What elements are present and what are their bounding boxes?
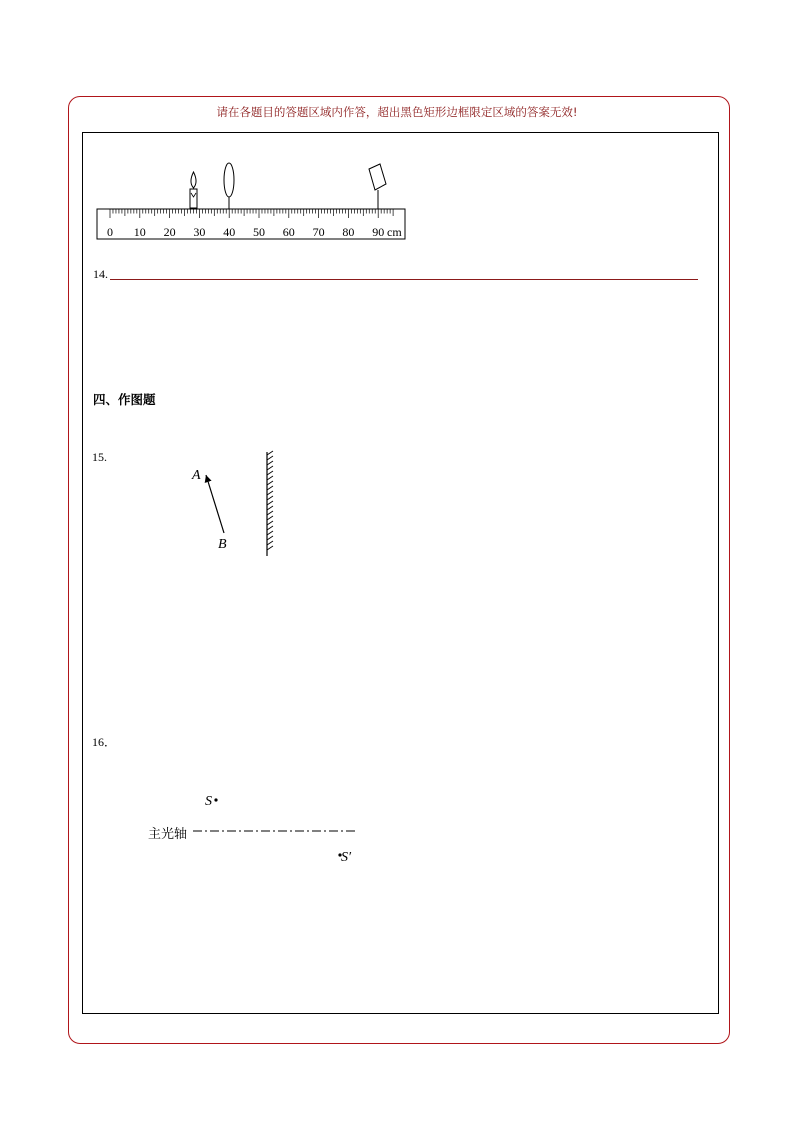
ruler-tick-labels bbox=[107, 225, 384, 239]
q14-number: 14. bbox=[93, 267, 108, 281]
mirror-hatch-mark bbox=[267, 466, 273, 470]
mirror-hatch-mark bbox=[267, 546, 273, 550]
point-s-dot bbox=[214, 798, 217, 801]
point-b-label: B bbox=[218, 537, 227, 552]
ruler-tick-label: 60 bbox=[282, 225, 295, 239]
mirror-hatch-mark bbox=[267, 501, 273, 505]
mirror-hatch-mark bbox=[267, 461, 273, 465]
mirror-hatch-mark bbox=[267, 541, 273, 545]
mirror-hatch-mark bbox=[267, 471, 273, 475]
ruler-unit-label: cm bbox=[387, 225, 402, 239]
section-4-title: 四、作图题 bbox=[93, 392, 156, 407]
ruler-tick-label: 50 bbox=[253, 225, 265, 239]
point-a-label: A bbox=[192, 468, 201, 483]
point-s-label: S bbox=[205, 794, 212, 809]
ruler-tick-label: 80 bbox=[342, 225, 355, 239]
ruler-tick-label: 10 bbox=[133, 225, 146, 239]
object-arrow-ab bbox=[206, 475, 224, 533]
ruler-tick-label: 40 bbox=[223, 225, 236, 239]
mirror-hatch-mark bbox=[267, 521, 273, 525]
candle-icon bbox=[190, 172, 197, 208]
mirror-hatch-mark bbox=[267, 516, 273, 520]
mirror-hatch-mark bbox=[267, 491, 273, 495]
answer-area-warning: 请在各题目的答题区域内作答，超出黑色矩形边框限定区域的答案无效! bbox=[216, 105, 578, 119]
ruler-tick-label: 30 bbox=[193, 225, 206, 239]
ruler-tick-label: 70 bbox=[312, 225, 325, 239]
q14-answer-line[interactable] bbox=[110, 279, 698, 280]
mirror-hatch-mark bbox=[267, 481, 273, 485]
plane-mirror-icon bbox=[267, 451, 273, 556]
mirror-hatch-mark bbox=[267, 511, 273, 515]
mirror-hatch-mark bbox=[267, 486, 273, 490]
ruler-tick-label: 90 bbox=[372, 225, 385, 239]
principal-axis-label: 主光轴 bbox=[148, 827, 188, 842]
mirror-hatch-mark bbox=[267, 496, 273, 500]
mirror-hatch-mark bbox=[267, 506, 273, 510]
light-screen-icon bbox=[369, 164, 386, 209]
ruler-ticks bbox=[110, 209, 393, 218]
ruler-tick-label: 20 bbox=[163, 225, 176, 239]
mirror-hatch-mark bbox=[267, 451, 273, 455]
q16-number: 16． bbox=[92, 735, 117, 749]
mirror-hatch-mark bbox=[267, 476, 273, 480]
ruler-tick-label: 0 bbox=[107, 225, 113, 239]
point-s-prime-label: S′ bbox=[341, 850, 352, 865]
q15-number: 15. bbox=[92, 450, 107, 464]
mirror-hatch-mark bbox=[267, 536, 273, 540]
mirror-hatch-mark bbox=[267, 456, 273, 460]
mirror-hatch-mark bbox=[267, 526, 273, 530]
mirror-hatch-mark bbox=[267, 531, 273, 535]
convex-lens-icon bbox=[224, 163, 234, 209]
